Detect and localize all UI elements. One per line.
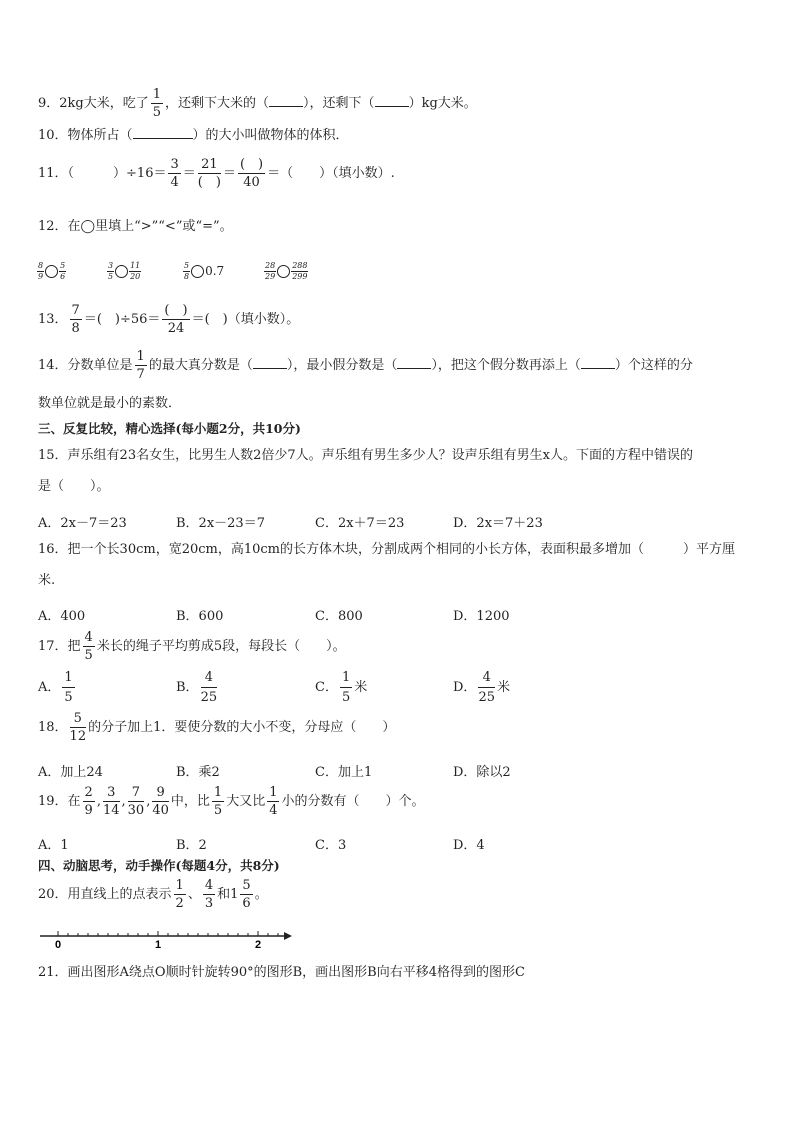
fraction: $\frac{7}{8}$ [71, 303, 80, 336]
option-a[interactable]: A．400 [38, 609, 86, 624]
question-10: 10．物体所占（ ）的大小叫做物体的体积． [38, 128, 349, 143]
question-15: 15．声乐组有23名女生，比男生人数2倍少7人。声乐组有男生多少人？设声乐组有男生x人。下面的方程中错误的 [38, 448, 693, 463]
option-a[interactable]: A． $\frac{1}{5}$ [38, 670, 73, 705]
question-14-line2: 数单位就是最小的素数． [38, 396, 182, 411]
option-d[interactable]: D．1200 [453, 609, 510, 624]
compare-item-2: $\frac{3}{5}$ $\frac{11}{20}$ [108, 261, 141, 281]
fraction: $\frac{( )}{40}$ [239, 157, 264, 190]
fraction: $\frac{1}{5}$ [152, 87, 162, 120]
option-b[interactable]: B．600 [176, 609, 224, 624]
blank[interactable] [397, 357, 431, 369]
option-d[interactable]: D．除以2 [453, 765, 511, 780]
number-line[interactable] [38, 928, 296, 950]
blank[interactable] [253, 357, 287, 369]
question-9: 9．2kg大米，吃了 $\frac{1}{5}$ ，还剩下大米的（ ），还剩下（ ）kg大米。 [38, 87, 477, 120]
fraction: $\frac{21}{( )}$ [197, 157, 221, 190]
compare-circle[interactable] [45, 265, 58, 278]
blank[interactable] [581, 357, 615, 369]
fraction: $\frac{( )}{24}$ [164, 303, 188, 336]
question-16: 16．把一个长30cm，宽20cm，高10cm的长方体木块，分割成两个相同的小长方体，表面积最多增加（ ）平方厘 [38, 542, 735, 557]
option-b[interactable]: B．2x－23＝7 [176, 516, 265, 531]
compare-circle[interactable] [191, 265, 204, 278]
option-c[interactable]: C．2x＋7＝23 [315, 516, 405, 531]
blank[interactable] [375, 95, 409, 107]
compare-item-3: $\frac{5}{8}$ 0.7 [184, 261, 225, 281]
question-21: 21．画出图形A绕点O顺时针旋转90°的图形B，画出图形B向右平移4格得到的图形C [38, 965, 525, 980]
blank[interactable] [133, 127, 193, 139]
question-11: 11．（ ）÷16＝ $\frac{3}{4}$ ＝ $\frac{21}{( )}$ ＝ $\frac{( )}{40}$ ＝（ ）（填小数）. [38, 157, 395, 190]
option-c[interactable]: C．加上1 [315, 765, 373, 780]
fraction: $\frac{4}{5}$ [84, 630, 93, 663]
question-14: 14．分数单位是 $\frac{1}{7}$ 的最大真分数是（ ），最小假分数是（ ），把这个假分数再添上（ ）个这样的分 [38, 349, 693, 382]
compare-item-1: $\frac{8}{9}$ $\frac{5}{6}$ [38, 261, 66, 281]
question-16-line2: 米. [38, 573, 56, 588]
fraction: $\frac{5}{12}$ [69, 711, 87, 744]
question-17: 17．把 $\frac{4}{5}$ 米长的绳子平均剪成5段，每段长（ ）。 [38, 630, 346, 663]
compare-circle[interactable] [115, 265, 128, 278]
compare-circle[interactable] [277, 265, 290, 278]
option-d[interactable]: D．2x＝7＋23 [453, 516, 543, 531]
fraction: $\frac{3}{4}$ [170, 157, 179, 190]
option-b[interactable]: B． $\frac{4}{25}$ [176, 670, 218, 705]
option-b[interactable]: B．乘2 [176, 765, 220, 780]
tick-label-2: 2 [254, 939, 262, 950]
section-3-heading: 三、反复比较，精心选择(每小题2分，共10分) [38, 421, 301, 436]
option-a[interactable]: A．1 [38, 838, 69, 853]
option-b[interactable]: B．2 [176, 838, 207, 853]
option-c[interactable]: C．800 [315, 609, 363, 624]
fraction: $\frac{1}{7}$ [136, 349, 145, 382]
question-12: 12．在◯里填上“>”“<”或“=”。 [38, 219, 233, 234]
blank[interactable] [269, 95, 303, 107]
option-c[interactable]: C． $\frac{1}{5}$ 米 [315, 670, 368, 705]
question-20: 20．用直线上的点表示 $\frac{1}{2}$ 、 $\frac{4}{3}$ 和1 $\frac{5}{6}$ 。 [38, 878, 268, 911]
option-a[interactable]: A．加上24 [38, 765, 103, 780]
option-d[interactable]: D． $\frac{4}{25}$ 米 [453, 670, 510, 705]
tick-label-0: 0 [54, 939, 62, 950]
question-18: 18． $\frac{5}{12}$ 的分子加上1．要使分数的大小不变，分母应（ ） [38, 711, 396, 744]
section-4-heading: 四、动脑思考，动手操作(每题4分，共8分) [38, 858, 280, 873]
question-19: 19．在 $\frac{2}{9}$ , $\frac{3}{14}$ , $\frac{7}{30}$ , $\frac{9}{40}$ 中，比 $\frac{1}{5}$ 大又比 $\frac{1}{4}$ 小的分数有（ ）个。 [38, 785, 425, 818]
arrow-right-icon [284, 932, 292, 940]
compare-item-4: $\frac{28}{29}$ $\frac{288}{299}$ [265, 261, 308, 281]
option-c[interactable]: C．3 [315, 838, 347, 853]
tick-label-1: 1 [154, 939, 162, 950]
question-13: 13． $\frac{7}{8}$ ＝( )÷56＝ $\frac{( )}{24}$ ＝( )（填小数）。 [38, 303, 300, 336]
option-a[interactable]: A．2x－7＝23 [38, 516, 127, 531]
question-15-line2: 是（ ）。 [38, 479, 110, 494]
option-d[interactable]: D．4 [453, 838, 485, 853]
